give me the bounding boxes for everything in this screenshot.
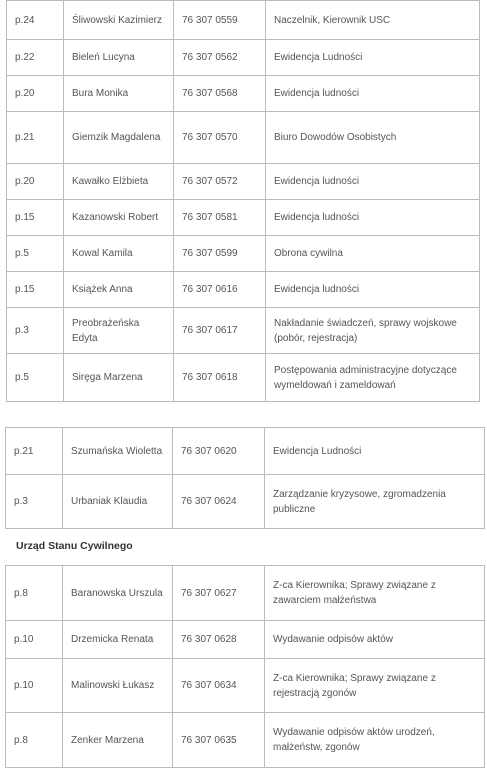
name-cell: Szumańska Wioletta (63, 428, 173, 475)
department-cell: Z-ca Kierownika; Sprawy związane z rejestracją zgonów (265, 659, 485, 713)
department-cell: Nakładanie świadczeń, sprawy wojskowe (pobór, rejestracja) (266, 308, 480, 354)
phone-cell: 76 307 0562 (174, 40, 266, 76)
table-row (6, 428, 485, 475)
table-row (7, 112, 480, 164)
department-cell: Wydawanie odpisów aktów (265, 621, 485, 659)
room-cell: p.8 (6, 566, 63, 621)
room-cell: p.3 (7, 308, 64, 354)
section-title-usc: Urząd Stanu Cywilnego (16, 540, 133, 552)
phone-cell: 76 307 0599 (174, 236, 266, 272)
room-cell: p.21 (7, 112, 64, 164)
department-cell: Postępowania administracyjne dotyczące wymeldowań i zameldowań (266, 354, 480, 402)
phone-cell: 76 307 0634 (173, 659, 265, 713)
phone-cell: 76 307 0618 (174, 354, 266, 402)
room-cell: p.3 (6, 475, 63, 529)
department-cell: Wydawanie odpisów aktów urodzeń, małżeństw, zgonów (265, 713, 485, 768)
table-row (7, 200, 480, 236)
phone-cell: 76 307 0616 (174, 272, 266, 308)
room-cell: p.10 (6, 659, 63, 713)
department-cell: Ewidencja Ludności (265, 428, 485, 475)
phone-cell: 76 307 0572 (174, 164, 266, 200)
name-cell: Kowal Kamila (64, 236, 174, 272)
phone-cell: 76 307 0628 (173, 621, 265, 659)
name-cell: Kazanowski Robert (64, 200, 174, 236)
phone-cell: 76 307 0635 (173, 713, 265, 768)
phone-cell: 76 307 0627 (173, 566, 265, 621)
department-cell: Ewidencja ludności (266, 200, 480, 236)
department-cell: Ewidencja Ludności (266, 40, 480, 76)
staff-table-body (7, 1, 480, 402)
table-row (6, 475, 485, 529)
name-cell: Preobrażeńska Edyta (64, 308, 174, 354)
name-cell: Kawałko Elżbieta (64, 164, 174, 200)
usc-staff-table (5, 565, 485, 768)
usc-staff-table-body (6, 566, 485, 768)
name-cell: Drzemicka Renata (63, 621, 173, 659)
name-cell: Książek Anna (64, 272, 174, 308)
room-cell: p.5 (7, 236, 64, 272)
room-cell: p.15 (7, 200, 64, 236)
room-cell: p.20 (7, 76, 64, 112)
table-row (6, 713, 485, 768)
table-row (7, 354, 480, 402)
department-cell: Naczelnik, Kierownik USC (266, 1, 480, 40)
name-cell: Bura Monika (64, 76, 174, 112)
name-cell: Baranowska Urszula (63, 566, 173, 621)
table-row (7, 76, 480, 112)
phone-cell: 76 307 0568 (174, 76, 266, 112)
room-cell: p.20 (7, 164, 64, 200)
table-row (7, 272, 480, 308)
department-cell: Z-ca Kierownika; Sprawy związane z zawarciem małżeństwa (265, 566, 485, 621)
department-cell: Ewidencja ludności (266, 272, 480, 308)
table-row (6, 659, 485, 713)
name-cell: Urbaniak Klaudia (63, 475, 173, 529)
table-row (6, 566, 485, 621)
phone-cell: 76 307 0620 (173, 428, 265, 475)
name-cell: Giemzik Magdalena (64, 112, 174, 164)
staff-table-continued (5, 427, 485, 529)
room-cell: p.8 (6, 713, 63, 768)
phone-cell: 76 307 0581 (174, 200, 266, 236)
department-cell: Biuro Dowodów Osobistych (266, 112, 480, 164)
department-cell: Obrona cywilna (266, 236, 480, 272)
department-cell: Zarządzanie kryzysowe, zgromadzenia publiczne (265, 475, 485, 529)
table-row (7, 236, 480, 272)
department-cell: Ewidencja ludności (266, 164, 480, 200)
room-cell: p.15 (7, 272, 64, 308)
room-cell: p.21 (6, 428, 63, 475)
table-row (7, 1, 480, 40)
table-row (6, 621, 485, 659)
table-row (7, 40, 480, 76)
name-cell: Zenker Marzena (63, 713, 173, 768)
department-cell: Ewidencja ludności (266, 76, 480, 112)
table-row (7, 308, 480, 354)
phone-cell: 76 307 0570 (174, 112, 266, 164)
table-row (7, 164, 480, 200)
room-cell: p.10 (6, 621, 63, 659)
name-cell: Malinowski Łukasz (63, 659, 173, 713)
phone-cell: 76 307 0624 (173, 475, 265, 529)
staff-table-continued-body (6, 428, 485, 529)
name-cell: Śliwowski Kazimierz (64, 1, 174, 40)
staff-table (6, 0, 480, 402)
room-cell: p.5 (7, 354, 64, 402)
phone-cell: 76 307 0559 (174, 1, 266, 40)
name-cell: Bieleń Lucyna (64, 40, 174, 76)
room-cell: p.24 (7, 1, 64, 40)
name-cell: Siręga Marzena (64, 354, 174, 402)
phone-cell: 76 307 0617 (174, 308, 266, 354)
room-cell: p.22 (7, 40, 64, 76)
